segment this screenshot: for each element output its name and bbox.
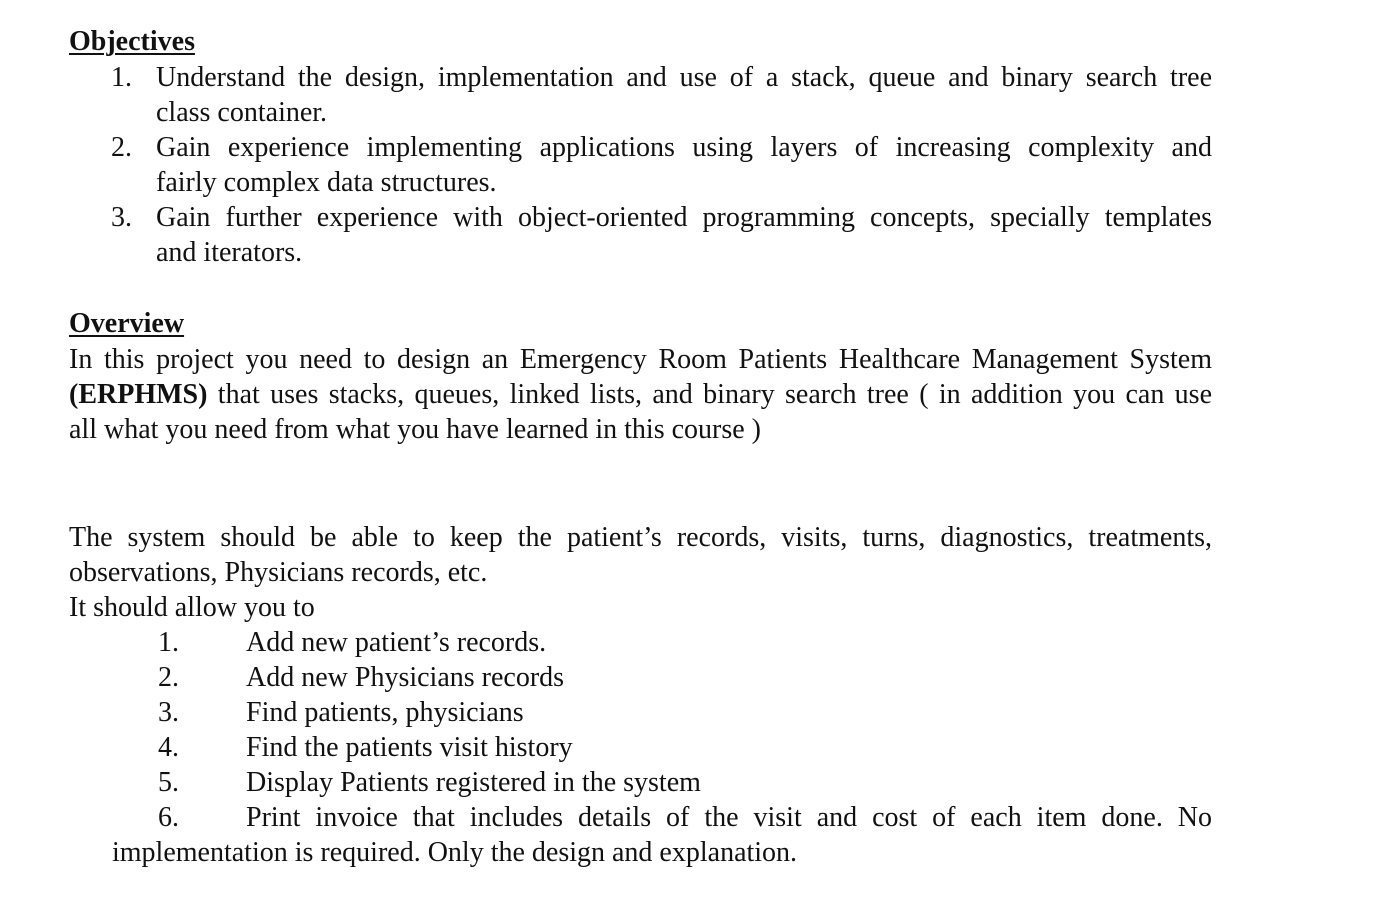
- feature-6-text: Print invoice that includes details of the visit and cost of each item done. No: [246, 802, 1212, 833]
- feature-5-number: 5.: [158, 767, 179, 798]
- objective-1-number: 1.: [111, 62, 132, 93]
- objective-2-line2: fairly complex data structures.: [156, 167, 497, 198]
- objective-2-number: 2.: [111, 132, 132, 163]
- feature-2-number: 2.: [158, 662, 179, 693]
- feature-3-text: Find patients, physicians: [246, 697, 524, 728]
- feature-2-text: Add new Physicians records: [246, 662, 565, 693]
- erphms-acronym: (ERPHMS): [69, 379, 208, 410]
- feature-3-number: 3.: [158, 697, 179, 728]
- overview-heading: Overview: [69, 308, 185, 339]
- overview-line1: In this project you need to design an Emergency Room Patients Healthcare Management System: [69, 344, 1212, 375]
- feature-1-number: 1.: [158, 627, 179, 658]
- objective-2-line1: Gain experience implementing applications using layers of increasing complexity and: [156, 132, 1212, 163]
- objective-3-line1: Gain further experience with object-oriented programming concepts, specially templates: [156, 202, 1212, 233]
- system-para-line1: The system should be able to keep the patient’s records, visits, turns, diagnostics, treatments,: [69, 522, 1212, 553]
- allow-intro: It should allow you to: [69, 592, 315, 623]
- feature-4-text: Find the patients visit history: [246, 732, 573, 763]
- overview-line2: [69, 377, 1212, 412]
- feature-1-text: Add new patient’s records.: [246, 627, 547, 658]
- objective-1-line1: Understand the design, implementation and use of a stack, queue and binary search tree: [156, 62, 1212, 93]
- feature-6-continuation: implementation is required. Only the design and explanation.: [112, 837, 798, 868]
- feature-5-text: Display Patients registered in the system: [246, 767, 701, 798]
- overview-line2-rest: that uses stacks, queues, linked lists, and binary search tree ( in addition you can use: [207, 379, 1212, 410]
- system-para-line2: observations, Physicians records, etc.: [69, 557, 488, 588]
- feature-6-number: 6.: [158, 802, 179, 833]
- objective-3-number: 3.: [111, 202, 132, 233]
- objective-1-line2: class container.: [156, 97, 328, 128]
- feature-4-number: 4.: [158, 732, 179, 763]
- objective-3-line2: and iterators.: [156, 237, 303, 268]
- objectives-heading: Objectives: [69, 26, 195, 57]
- overview-line3: all what you need from what you have learned in this course ): [69, 414, 762, 445]
